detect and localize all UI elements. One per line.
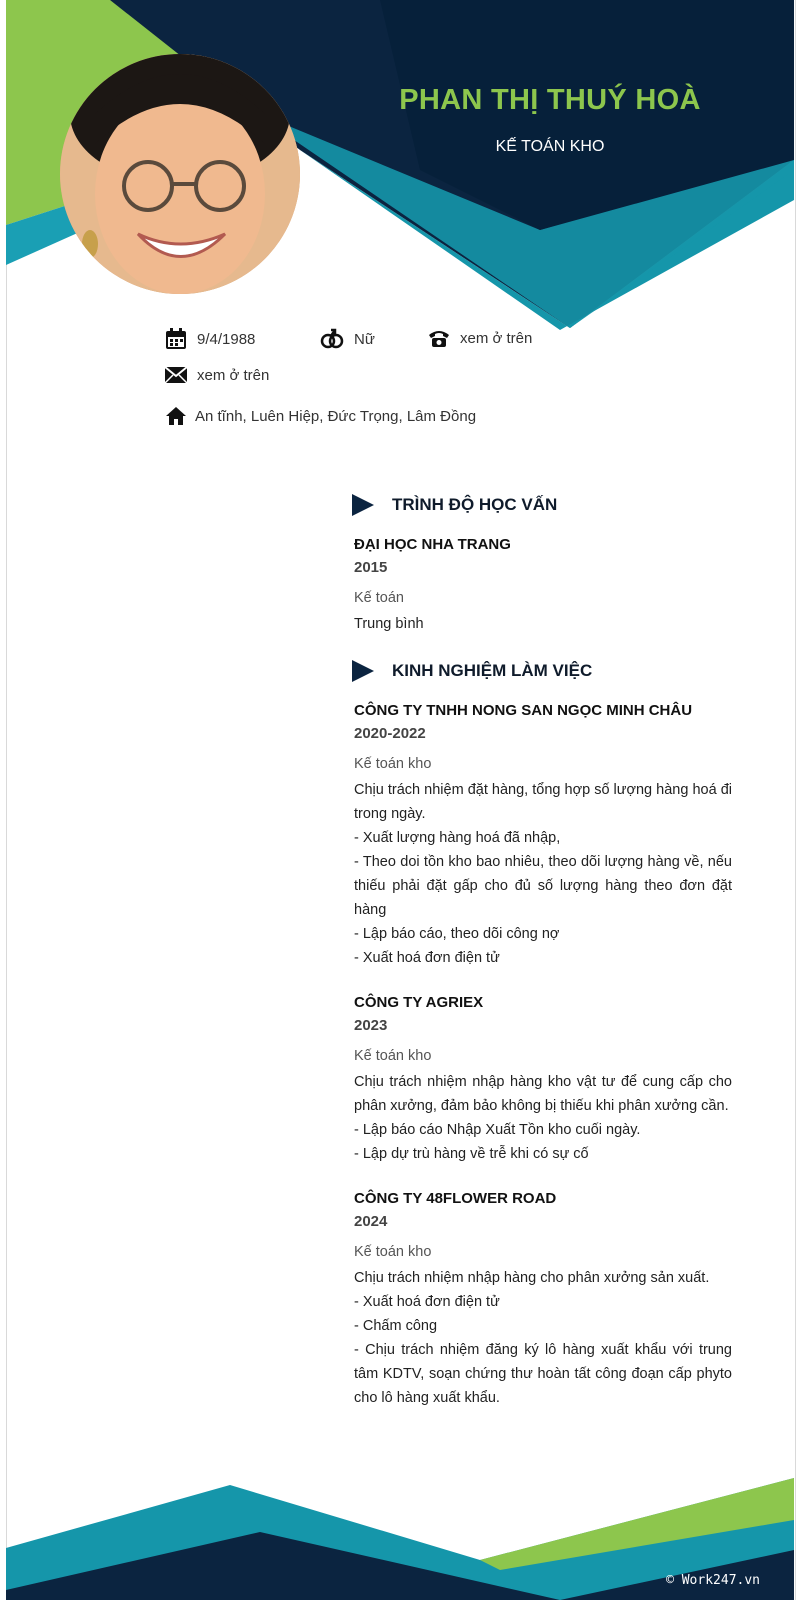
email-value: xem ở trên: [197, 366, 270, 384]
email-icon: [165, 366, 187, 384]
education-heading-text: TRÌNH ĐỘ HỌC VẤN: [392, 495, 558, 514]
work-period: 2024: [354, 1213, 388, 1230]
birthdate-value: 9/4/1988: [197, 330, 256, 348]
home-icon: [165, 406, 187, 426]
triangle-bullet-icon: [352, 494, 374, 516]
work-role: Kế toán kho: [354, 1244, 432, 1260]
birthdate-item: [165, 328, 255, 350]
experience-entry: [354, 1190, 732, 1410]
work-description: Chịu trách nhiệm nhập hàng cho phân xưởng sản xuất. - Xuất hoá đơn điện tử - Chấm công - Chịu trách nhiệm đăng ký lô hàng xuất khẩu với trung tâm KDTV, soạn chứng thư hoàn tất công đoạn cấp phyto cho lô hàng xuất khẩu.: [354, 1270, 732, 1406]
watermark: © Work247.vn: [666, 1573, 760, 1588]
experience-heading: [352, 660, 592, 682]
work-role: Kế toán kho: [354, 1048, 432, 1064]
experience-entry: [354, 702, 732, 970]
education-section: [354, 536, 732, 636]
phone-value: xem ở trên: [460, 329, 533, 347]
school-name: ĐẠI HỌC NHA TRANG: [354, 536, 511, 553]
address-value: An tĩnh, Luên Hiệp, Đức Trọng, Lâm Đồng: [195, 407, 477, 425]
work-period: 2020-2022: [354, 725, 426, 742]
candidate-name: PHAN THỊ THUÝ HOÀ: [399, 84, 701, 116]
company-name: CÔNG TY AGRIEX: [354, 994, 484, 1011]
major: Kế toán: [354, 590, 404, 606]
experience-section: [354, 702, 732, 1434]
work-role: Kế toán kho: [354, 756, 432, 772]
company-name: CÔNG TY 48FLOWER ROAD: [354, 1190, 557, 1207]
phone-item: [428, 328, 532, 348]
email-item: [165, 366, 269, 384]
address-item: [165, 406, 476, 426]
triangle-bullet-icon: [352, 660, 374, 682]
work-period: 2023: [354, 1017, 388, 1034]
job-title: KẾ TOÁN KHO: [495, 138, 605, 155]
experience-heading-text: KINH NGHIỆM LÀM VIỆC: [392, 661, 593, 680]
phone-icon: [428, 328, 450, 348]
experience-entry: [354, 994, 732, 1166]
grade: Trung bình: [354, 616, 424, 632]
work-description: Chịu trách nhiệm đặt hàng, tổng hợp số lượng hàng hoá đi trong ngày. - Xuất lượng hàng hoá đã nhập, - Theo doi tồn kho bao nhiêu, theo dõi lượng hàng về, nếu thiếu phải đặt gấp cho đủ số lượng hàng theo đơn đặt hàng - Lập báo cáo, theo dõi công nợ - Xuất hoá đơn điện tử: [354, 782, 732, 966]
gender-item: [320, 328, 375, 350]
gender-icon: [320, 328, 344, 350]
gender-value: Nữ: [354, 330, 375, 348]
graduation-year: 2015: [354, 559, 388, 576]
calendar-icon: [165, 328, 187, 350]
work-description: Chịu trách nhiệm nhập hàng kho vật tư để cung cấp cho phân xưởng, đảm bảo không bị thiếu khi phân xưởng cần. - Lập báo cáo Nhập Xuất Tồn kho cuối ngày. - Lập dự trù hàng về trễ khi có sự cố: [354, 1074, 732, 1162]
education-heading: [352, 494, 557, 516]
company-name: CÔNG TY TNHH NONG SAN NGỌC MINH CHÂU: [354, 702, 693, 719]
avatar: [60, 54, 300, 294]
